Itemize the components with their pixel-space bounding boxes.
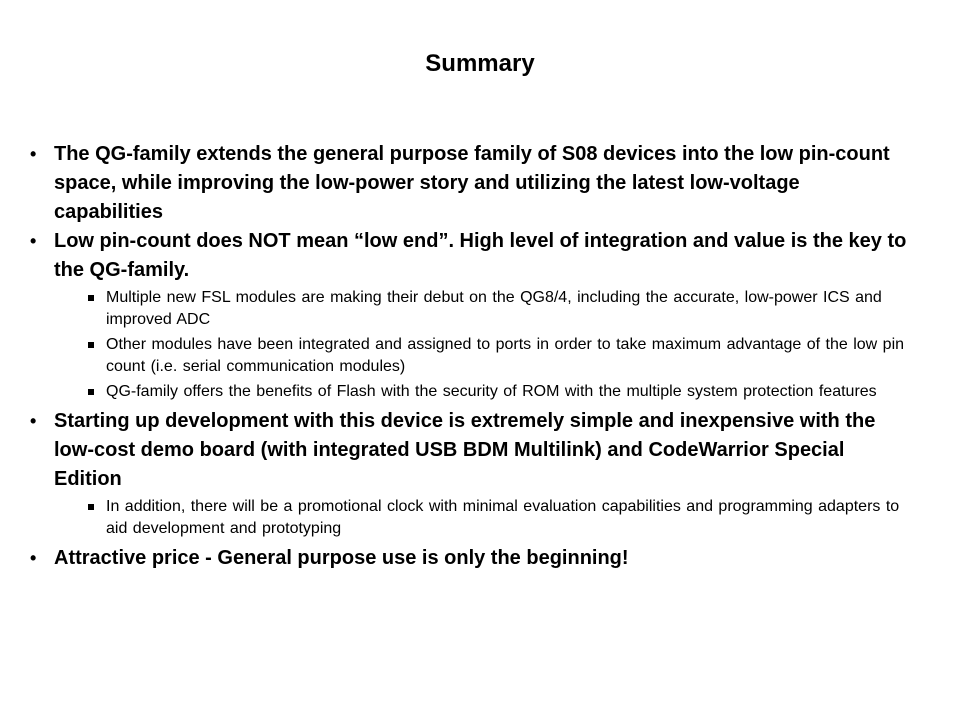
bullet-dot-icon: • bbox=[30, 548, 37, 568]
square-bullet-icon bbox=[88, 504, 94, 510]
sub-bullet-text: Other modules have been integrated and assigned to ports in order to take maximum advantage of the low pin count (i.e. serial communication modules) bbox=[106, 336, 905, 375]
sub-bullet-text: QG-family offers the benefits of Flash with the security of ROM with the multiple system protection features bbox=[106, 383, 877, 400]
bullet-dot-icon: • bbox=[30, 411, 37, 431]
sub-bullet-item bbox=[28, 496, 908, 540]
bullet-item bbox=[28, 140, 908, 227]
bullet-text: The QG-family extends the general purpose family of S08 devices into the low pin-count space, while improving the low-power story and utilizing the latest low-voltage capabilities bbox=[54, 143, 890, 223]
bullet-dot-icon: • bbox=[30, 231, 37, 251]
bullet-dot-icon: • bbox=[30, 144, 37, 164]
sub-bullet-item bbox=[28, 381, 908, 403]
sub-bullet-list bbox=[28, 496, 908, 540]
bullet-item bbox=[28, 227, 908, 285]
bullet-text: Attractive price - General purpose use is only the beginning! bbox=[54, 547, 629, 569]
bullet-item bbox=[28, 407, 908, 494]
bullet-text: Low pin-count does NOT mean “low end”. High level of integration and value is the key to the QG-family. bbox=[54, 230, 907, 281]
square-bullet-icon bbox=[88, 295, 94, 301]
sub-bullet-list bbox=[28, 287, 908, 403]
bullet-text: Starting up development with this device is extremely simple and inexpensive with the low-cost demo board (with integrated USB BDM Multilink) and CodeWarrior Special Edition bbox=[54, 410, 876, 490]
square-bullet-icon bbox=[88, 389, 94, 395]
sub-bullet-item bbox=[28, 287, 908, 331]
bullet-list bbox=[28, 140, 908, 573]
bullet-item bbox=[28, 544, 908, 573]
sub-bullet-text: Multiple new FSL modules are making their debut on the QG8/4, including the accurate, low-power ICS and improved ADC bbox=[106, 289, 882, 328]
sub-bullet-item bbox=[28, 334, 908, 378]
slide-title: Summary bbox=[425, 50, 535, 77]
sub-bullet-text: In addition, there will be a promotional clock with minimal evaluation capabilities and programming adapters to aid development and prototyping bbox=[106, 498, 900, 537]
square-bullet-icon bbox=[88, 342, 94, 348]
